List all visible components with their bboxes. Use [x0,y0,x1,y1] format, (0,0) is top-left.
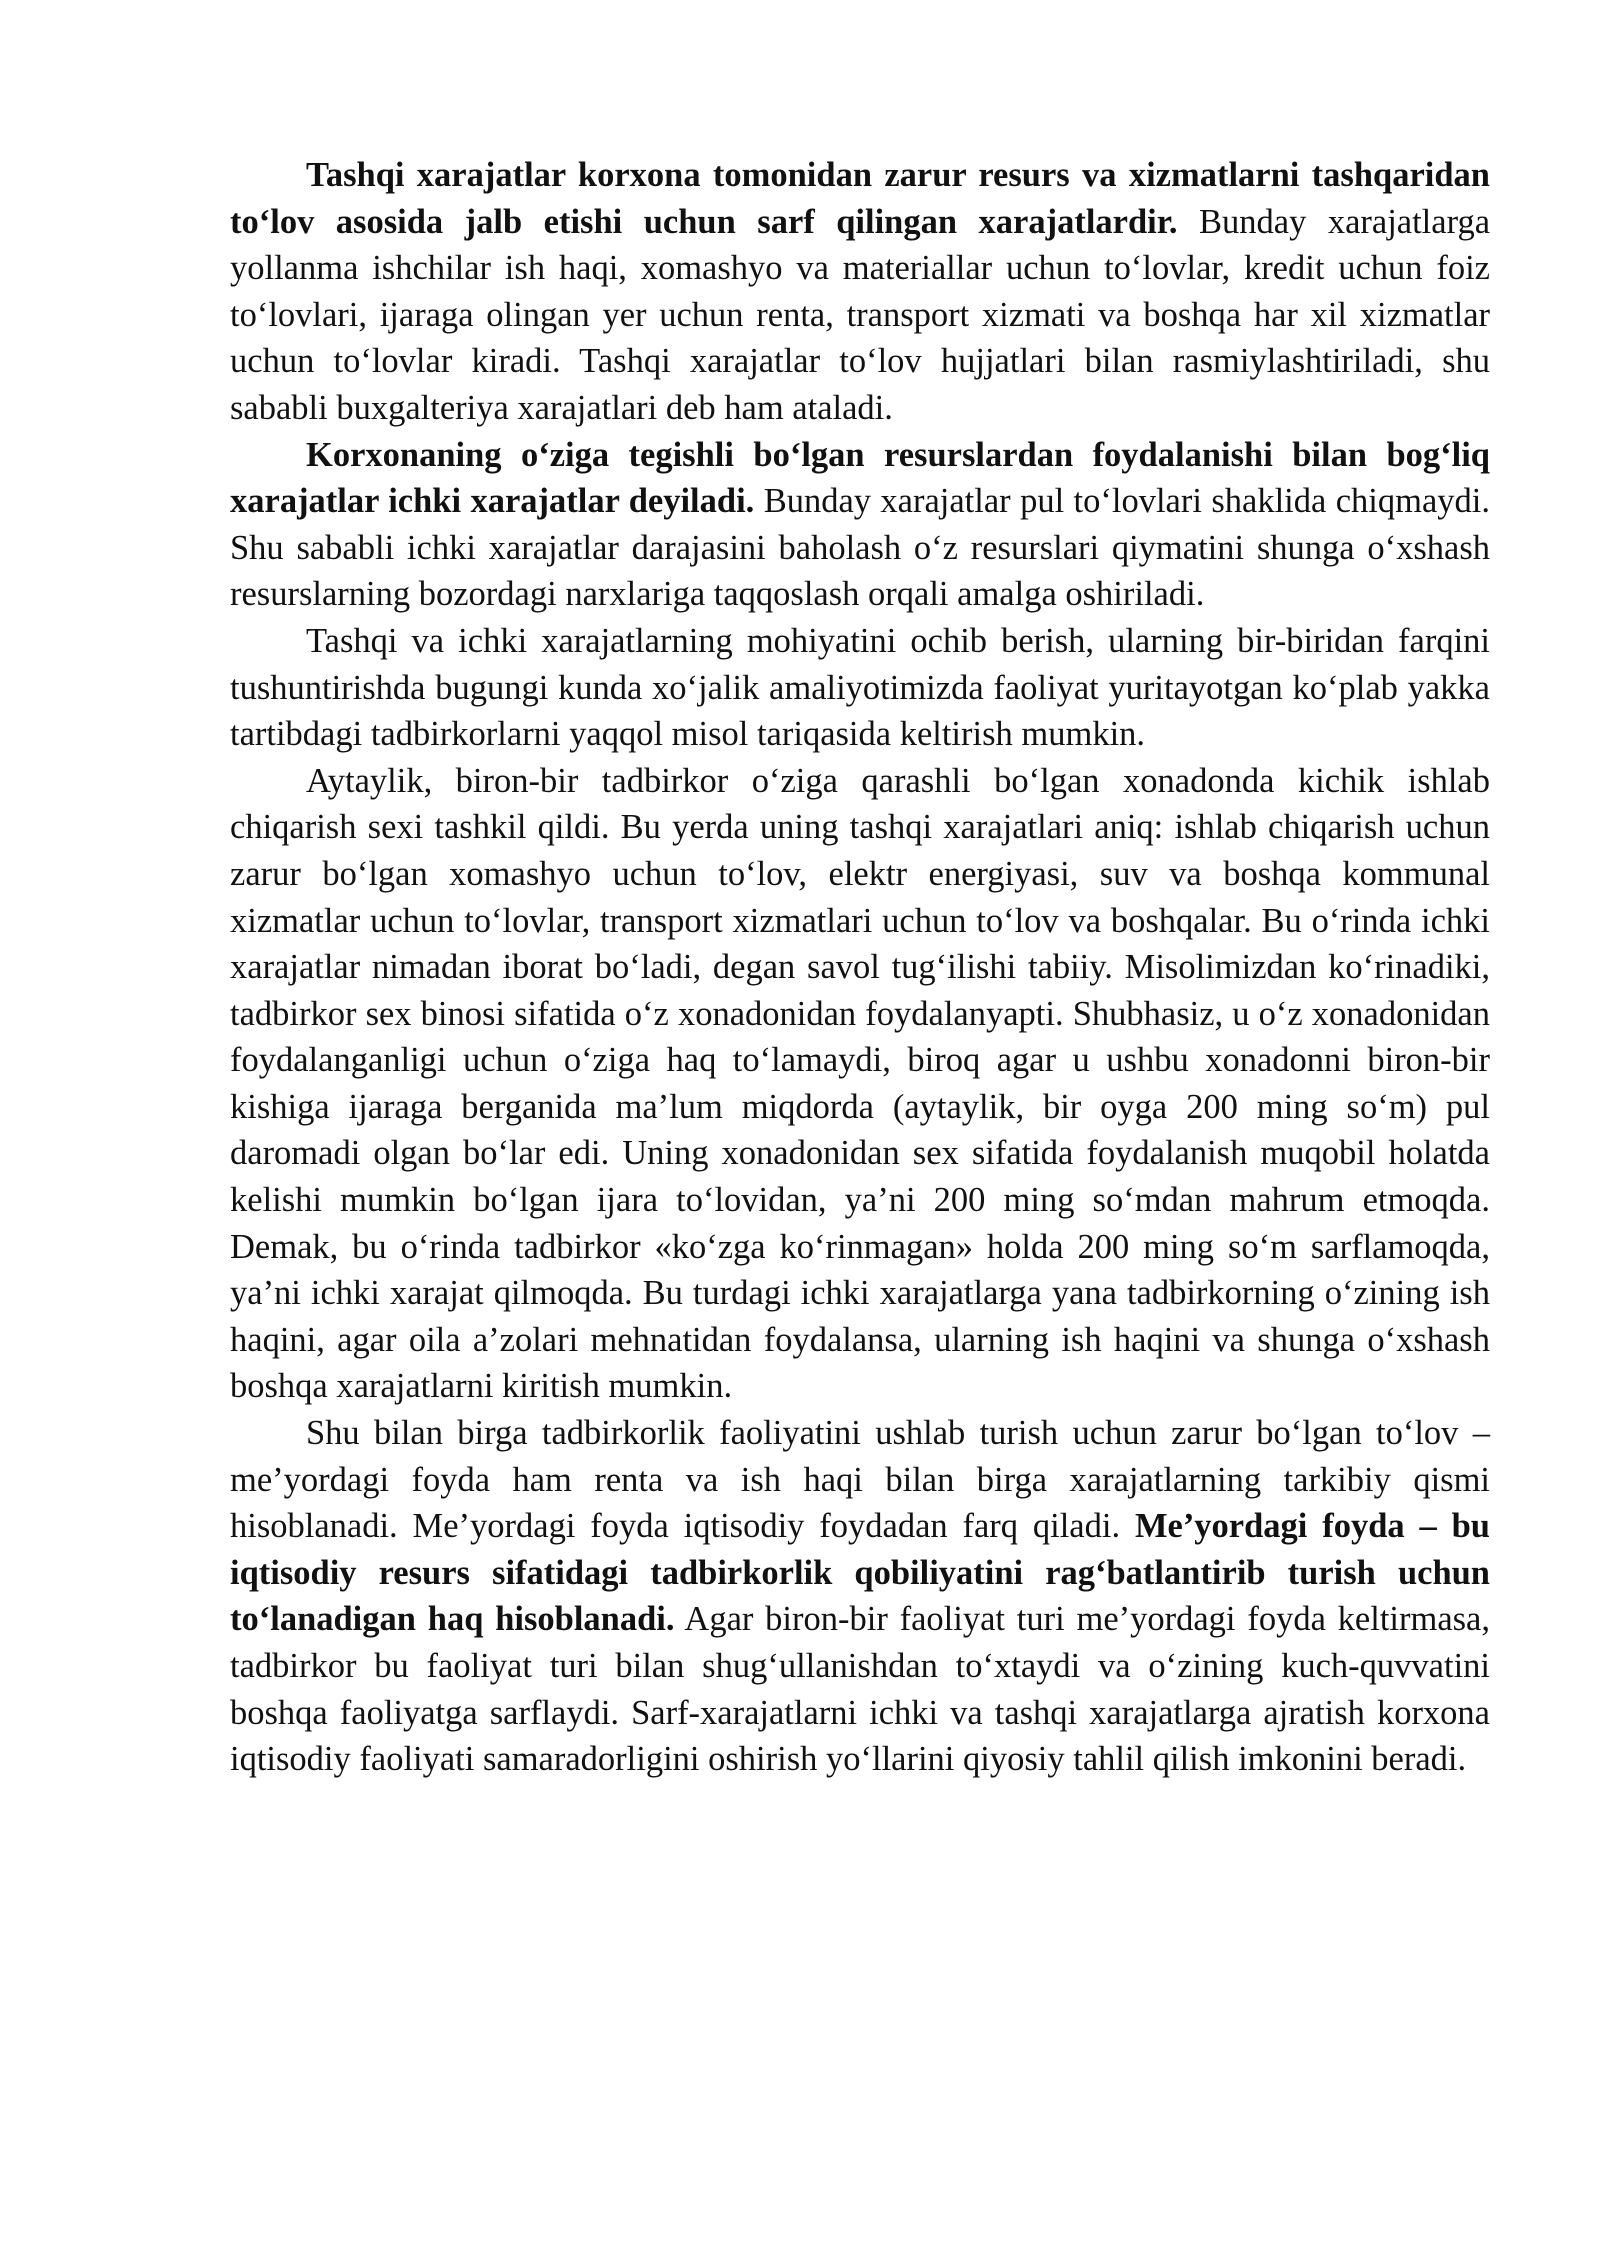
paragraph-text: Aytaylik, biron-bir tadbirkor o‘ziga qarashli bo‘lgan xonadonda kichik ishlab chiqarish sexi tashkil qildi. Bu yerda uning tashqi xarajatlari aniq: ishlab chiqarish uchun zarur bo‘lgan xomashyo uchun to‘lov, elektr energiyasi, suv va boshqa kommunal xizmatlar uchun to‘lovlar, transport xizmatlari uchun to‘lov va boshqalar. Bu o‘rinda ichki xarajatlar nimadan iborat bo‘ladi, degan savol tug‘ilishi tabiiy. Misolimizdan ko‘rinadiki, tadbirkor sex binosi sifatida o‘z xonadonidan foydalanyapti. Shubhasiz, u o‘z xonadonidan foydalanganligi uchun o‘ziga haq to‘lamaydi, biroq agar u ushbu xonadonni biron-bir kishiga ijaraga berganida ma’lum miqdorda (aytaylik, bir oyga 200 ming so‘m) pul daromadi olgan bo‘lar edi. Uning xonadonidan sex sifatida foydalanish muqobil holatda kelishi mumkin bo‘lgan ijara to‘lovidan, ya’ni 200 ming so‘mdan mahrum etmoqda. Demak, bu o‘rinda tadbirkor «ko‘zga ko‘rinmagan» holda 200 ming so‘m sarflamoqda, ya’ni ichki xarajat qilmoqda. Bu turdagi ichki xarajatlarga yana tadbirkorning o‘zining ish haqini, agar oila a’zolari mehnatidan foydalansa, ularning ish haqini va shunga o‘xshash boshqa xarajatlarni kiritish mumkin. [230,761,1490,1406]
definition-normal-profit: Me’yordagi foyda – bu iqtisodiy resurs sifatidagi tadbirkorlik qobiliyatini rag‘batlantirib turish uchun to‘lanadigan haq hisoblanadi. [230,1507,1490,1639]
definition-internal-costs: Korxonaning o‘ziga tegishli bo‘lgan resurslardan foydalanishi bilan bog‘liq xarajatlar ichki xarajatlar deyiladi. [230,435,1490,521]
paragraph-text: Bunday xarajatlarga yollanma ishchilar ish haqi, xomashyo va materiallar uchun to‘lovlar, kredit uchun foiz to‘lovlari, ijaraga olingan yer uchun renta, transport xizmati va boshqa har xil xizmatlar uchun to‘lovlar kiradi. Tashqi xarajatlar to‘lov hujjatlari bilan rasmiylashtiriladi, shu sababli buxgalteriya xarajatlari deb ham ataladi. [230,202,1491,427]
paragraph-external-costs [230,152,1490,432]
paragraph-internal-costs [230,432,1490,618]
paragraph-text: Tashqi va ichki xarajatlarning mohiyatini ochib berish, ularning bir-biridan farqini tushuntirishda bugungi kunda xo‘jalik amaliyotimizda faoliyat yuritayotgan ko‘plab yakka tartibdagi tadbirkorlarni yaqqol misol tariqasida keltirish mumkin. [230,621,1490,754]
paragraph-text-tail: Agar biron-bir faoliyat turi me’yordagi foyda keltirmasa, tadbirkor bu faoliyat turi bilan shug‘ullanishdan to‘xtaydi va o‘zining kuch-quvvatini boshqa faoliyatga sarflaydi. Sarf-xarajatlarni ichki va tashqi xarajatlarga ajratish korxona iqtisodiy faoliyati samaradorligini oshirish yo‘llarini qiyosiy tahlil qilish imkonini beradi. [230,1600,1490,1779]
document-page [230,152,1490,1783]
paragraph-example [230,758,1490,1410]
paragraph-normal-profit [230,1410,1490,1783]
definition-external-costs: Tashqi xarajatlar korxona tomonidan zarur resurs va xizmatlarni tashqaridan to‘lov asosida jalb etishi uchun sarf qilingan xarajatlardir. [230,156,1490,241]
paragraph-text: Shu bilan birga tadbirkorlik faoliyatini ushlab turish uchun zarur bo‘lgan to‘lov – me’yordagi foyda ham renta va ish haqi bilan birga xarajatlarning tarkibiy qismi hisoblanadi. Me’yordagi foyda iqtisodiy foydadan farq qiladi. [230,1414,1490,1546]
paragraph-text: Bunday xarajatlar pul to‘lovlari shaklida chiqmaydi. Shu sababli ichki xarajatlar darajasini baholash o‘z resurslari qiymatini shunga o‘xshash resurslarning bozordagi narxlariga taqqoslash orqali amalga oshiriladi. [230,482,1490,614]
paragraph-example-intro [230,618,1490,758]
